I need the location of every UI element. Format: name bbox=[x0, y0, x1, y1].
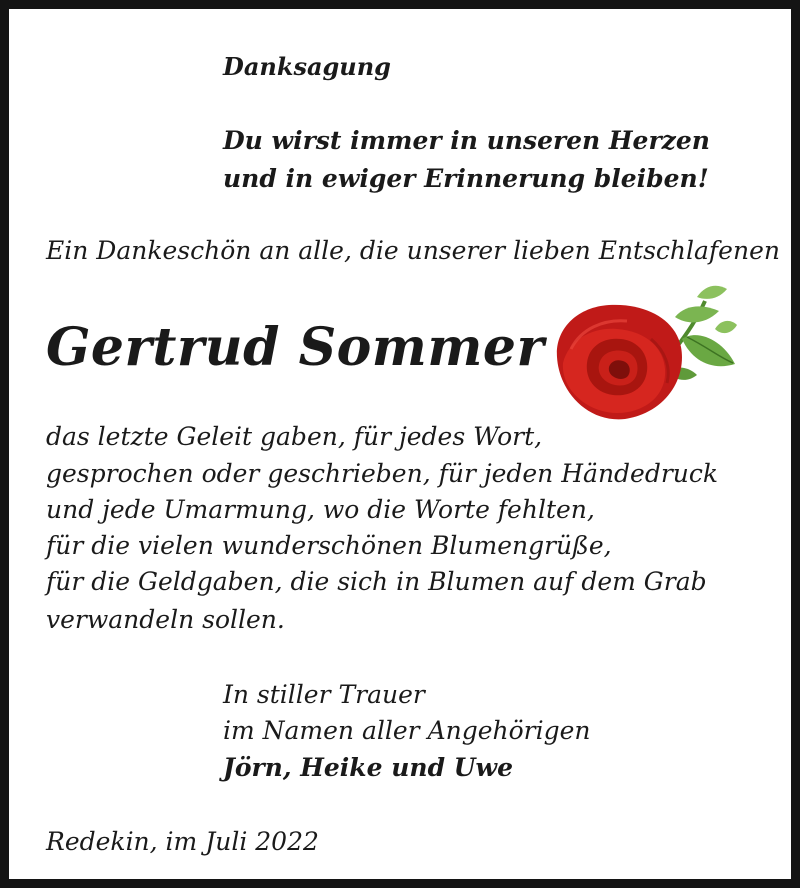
body-line-4: für die vielen wunderschönen Blumengrüße, bbox=[46, 531, 612, 560]
place-date: Redekin, im Juli 2022 bbox=[46, 827, 319, 856]
intro-text: Ein Dankeschön an alle, die unserer lieben Entschlafenen bbox=[46, 236, 780, 265]
body-line-3: und jede Umarmung, wo die Worte fehlten, bbox=[46, 495, 595, 524]
signature-line-1: In stiller Trauer bbox=[223, 680, 425, 709]
body-line-2: gesprochen oder geschrieben, für jeden Händedruck bbox=[46, 459, 719, 488]
title-danksagung: Danksagung bbox=[223, 52, 391, 81]
body-line-6: verwandeln sollen. bbox=[46, 605, 285, 634]
deceased-name: Gertrud Sommer bbox=[46, 317, 545, 378]
body-line-5: für die Geldgaben, die sich in Blumen auf dem Grab bbox=[46, 567, 707, 596]
quote-line-1: Du wirst immer in unseren Herzen bbox=[223, 126, 710, 155]
red-rose-icon bbox=[547, 279, 743, 424]
body-line-1: das letzte Geleit gaben, für jedes Wort, bbox=[46, 422, 543, 451]
signature-names: Jörn, Heike und Uwe bbox=[223, 753, 513, 782]
signature-line-2: im Namen aller Angehörigen bbox=[223, 716, 591, 745]
quote-line-2: und in ewiger Erinnerung bleiben! bbox=[223, 164, 709, 193]
